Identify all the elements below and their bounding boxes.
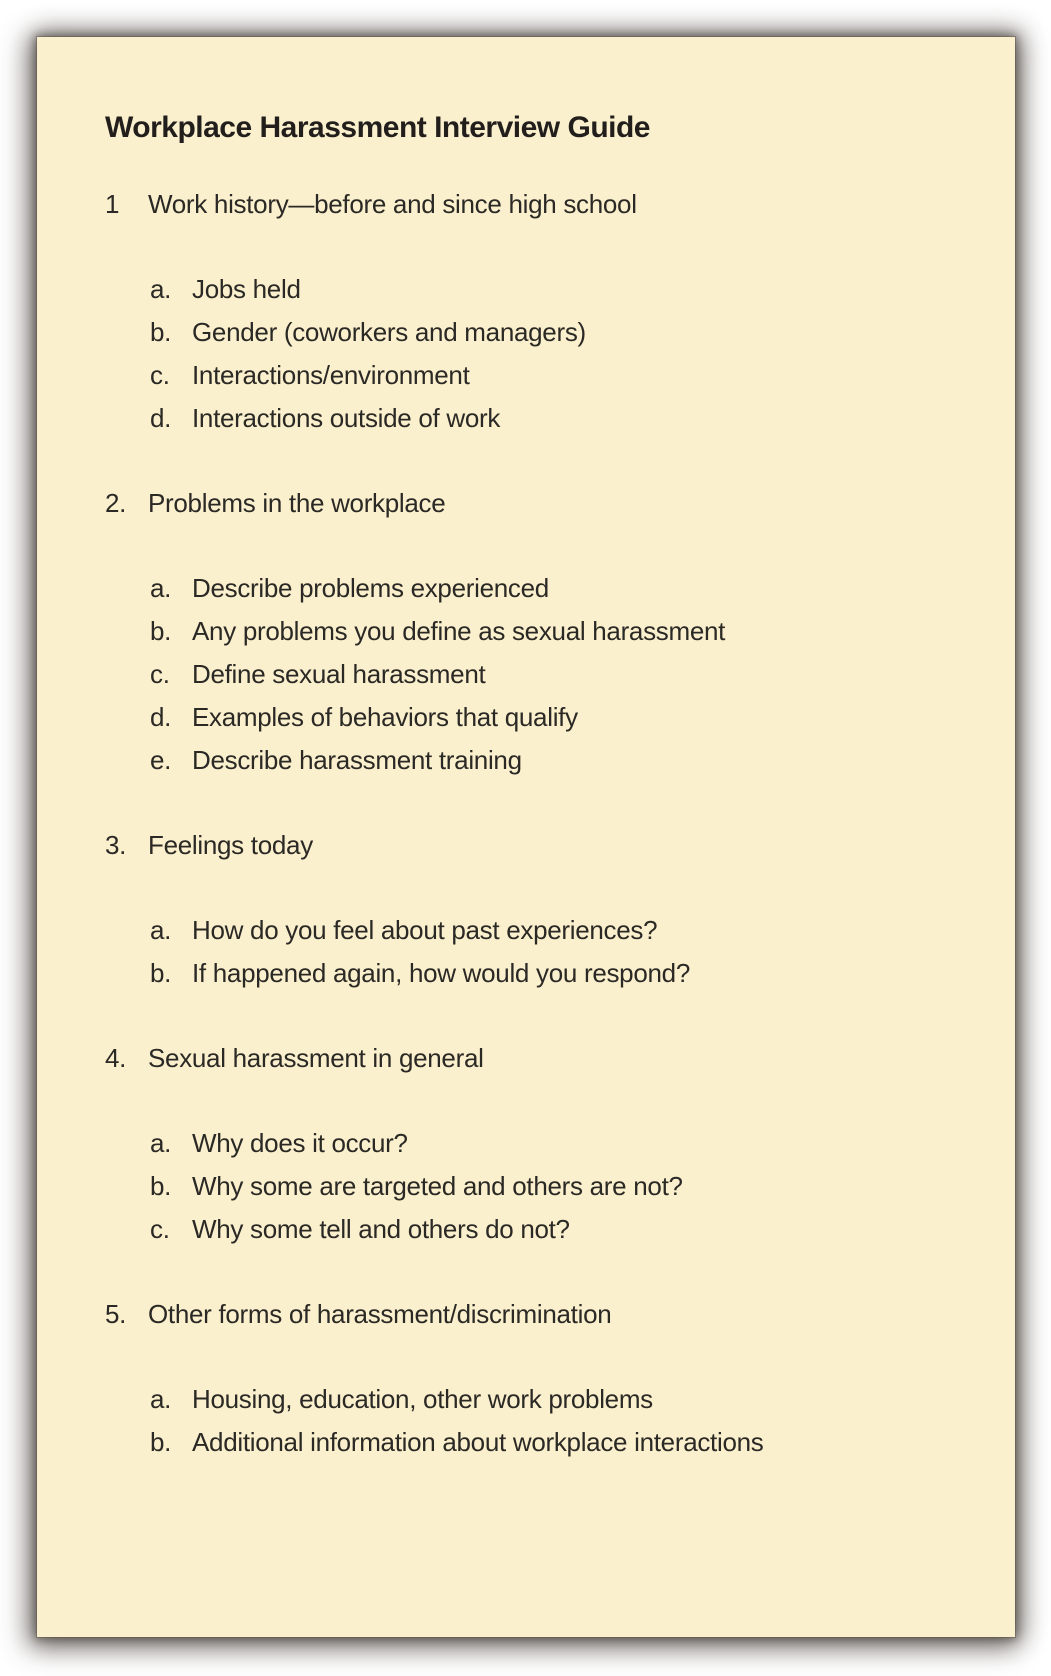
section-heading: Feelings today xyxy=(148,830,313,860)
list-item-label: a. xyxy=(150,1128,172,1158)
document-page xyxy=(37,37,1015,1637)
section-heading: Problems in the workplace xyxy=(148,488,446,518)
list-item-label: e. xyxy=(150,745,172,775)
list-item-text: Why some tell and others do not? xyxy=(192,1214,570,1244)
list-item-text: Interactions/environment xyxy=(192,360,470,390)
list-item-text: Any problems you define as sexual harassment xyxy=(192,616,726,646)
section-sublist xyxy=(150,268,975,440)
section-sublist xyxy=(150,1122,975,1251)
list-item-text: Why some are targeted and others are not? xyxy=(192,1171,683,1201)
list-item-text: Define sexual harassment xyxy=(192,659,486,689)
section-heading: Work history—before and since high school xyxy=(148,189,637,219)
list-item xyxy=(150,610,975,653)
list-item-text: Housing, education, other work problems xyxy=(192,1384,653,1414)
list-item-text: Describe problems experienced xyxy=(192,573,549,603)
list-item-label: b. xyxy=(150,958,172,988)
section-workplace-problems xyxy=(105,482,975,782)
section-heading-row xyxy=(105,183,975,226)
list-item-text: Gender (coworkers and managers) xyxy=(192,317,586,347)
list-item-label: a. xyxy=(150,274,172,304)
section-number: 3. xyxy=(105,830,127,860)
list-item-label: b. xyxy=(150,1427,172,1457)
section-feelings-today xyxy=(105,824,975,995)
list-item-text: If happened again, how would you respond? xyxy=(192,958,690,988)
list-item-text: Additional information about workplace interactions xyxy=(192,1427,764,1457)
list-item-label: a. xyxy=(150,915,172,945)
section-work-history xyxy=(105,183,975,440)
list-item xyxy=(150,1165,975,1208)
list-item-label: c. xyxy=(150,360,170,390)
list-item xyxy=(150,696,975,739)
section-heading-row xyxy=(105,1037,975,1080)
section-other-forms xyxy=(105,1293,975,1464)
section-number: 4. xyxy=(105,1043,127,1073)
list-item-label: b. xyxy=(150,1171,172,1201)
list-item xyxy=(150,653,975,696)
section-sublist xyxy=(150,1378,975,1464)
list-item xyxy=(150,952,975,995)
list-item-text: Examples of behaviors that qualify xyxy=(192,702,578,732)
list-item xyxy=(150,268,975,311)
section-sublist xyxy=(150,567,975,782)
section-harassment-general xyxy=(105,1037,975,1251)
section-heading-row xyxy=(105,1293,975,1336)
list-item xyxy=(150,354,975,397)
section-heading-row xyxy=(105,824,975,867)
list-item-label: d. xyxy=(150,702,172,732)
list-item-label: c. xyxy=(150,1214,170,1244)
list-item xyxy=(150,567,975,610)
list-item xyxy=(150,1421,975,1464)
section-sublist xyxy=(150,909,975,995)
list-item-text: How do you feel about past experiences? xyxy=(192,915,658,945)
list-item xyxy=(150,1122,975,1165)
section-heading: Sexual harassment in general xyxy=(148,1043,484,1073)
list-item-label: a. xyxy=(150,573,172,603)
list-item-label: b. xyxy=(150,317,172,347)
list-item xyxy=(150,1208,975,1251)
section-number: 1 xyxy=(105,189,120,219)
list-item-label: d. xyxy=(150,403,172,433)
list-item xyxy=(150,909,975,952)
list-item xyxy=(150,739,975,782)
list-item-text: Why does it occur? xyxy=(192,1128,408,1158)
section-number: 2. xyxy=(105,488,127,518)
list-item-label: c. xyxy=(150,659,170,689)
list-item-text: Jobs held xyxy=(192,274,301,304)
list-item xyxy=(150,1378,975,1421)
section-heading-row xyxy=(105,482,975,525)
list-item-text: Describe harassment training xyxy=(192,745,522,775)
section-heading: Other forms of harassment/discrimination xyxy=(148,1299,612,1329)
list-item-text: Interactions outside of work xyxy=(192,403,501,433)
list-item-label: a. xyxy=(150,1384,172,1414)
list-item xyxy=(150,397,975,440)
page-title: Workplace Harassment Interview Guide xyxy=(105,111,650,144)
list-item-label: b. xyxy=(150,616,172,646)
section-number: 5. xyxy=(105,1299,127,1329)
list-item xyxy=(150,311,975,354)
